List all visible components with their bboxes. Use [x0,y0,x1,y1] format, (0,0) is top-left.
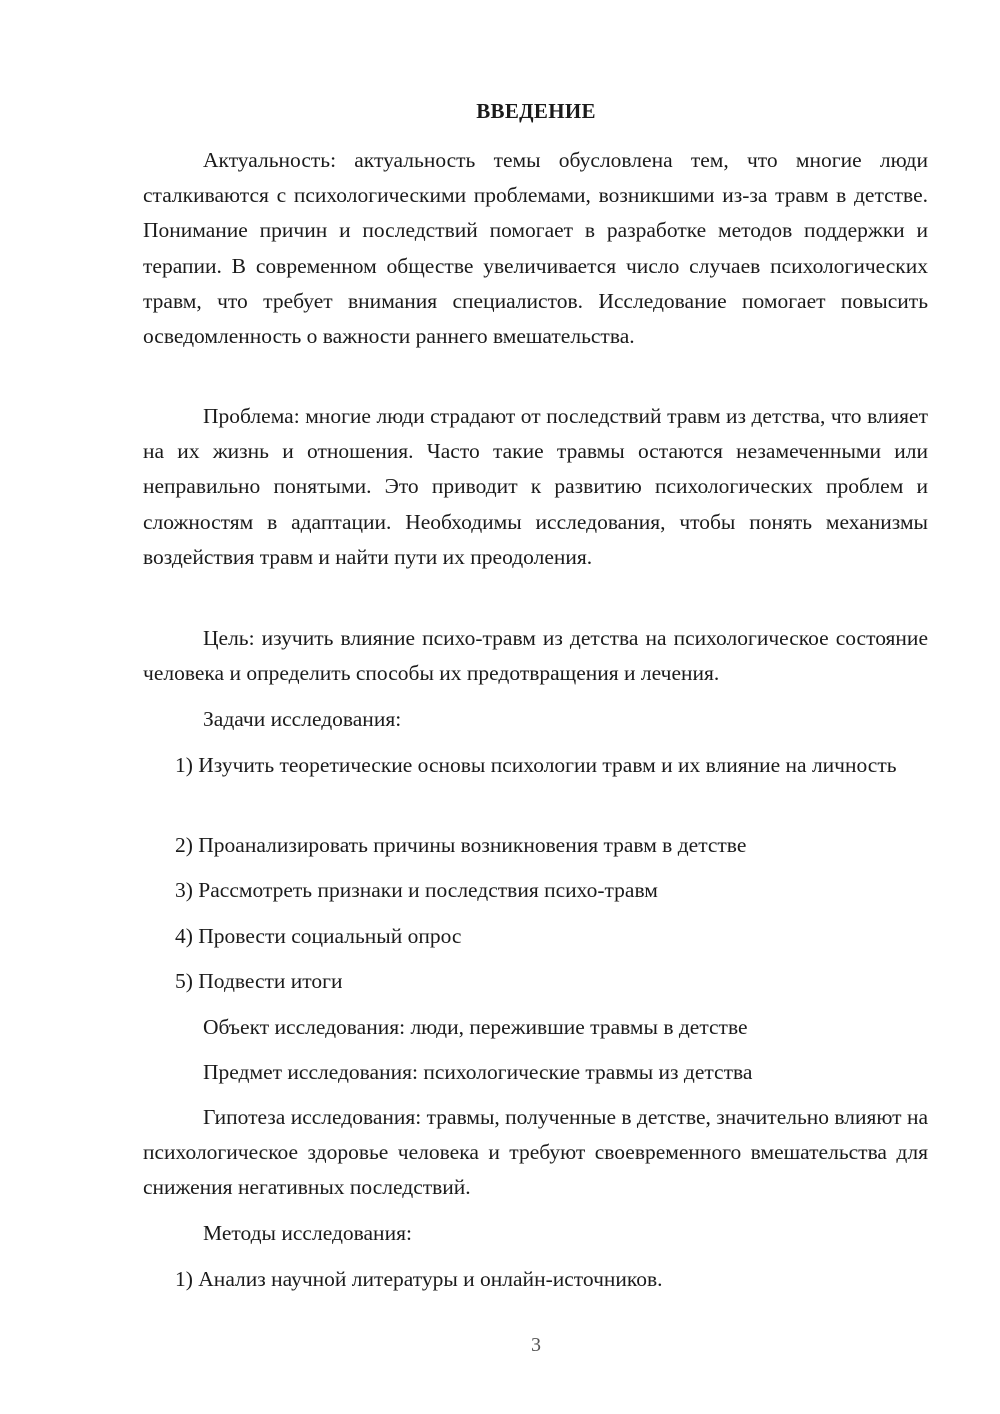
task-item-1: 1) Изучить теоретические основы психологии травм и их влияние на личность [175,753,897,777]
task-item-5: 5) Подвести итоги [175,969,343,993]
problem-paragraph: Проблема: многие люди страдают от последствий травм из детства, что влияет на их жизнь и отношения. Часто такие травмы остаются незамеченными или неправильно понятыми. Это приводит к развитию психологических проблем и сложностям в адаптации. Необходимы исследования, чтобы понять механизмы воздействия травм и найти пути их преодоления. [143,404,928,569]
goal-paragraph: Цель: изучить влияние психо-травм из детства на психологическое состояние человека и определить способы их предотвращения и лечения. [143,626,928,686]
method-item-1: 1) Анализ научной литературы и онлайн-источников. [175,1267,663,1291]
relevance-paragraph: Актуальность: актуальность темы обусловлена тем, что многие люди сталкиваются с психологическими проблемами, возникшими из-за травм в детстве. Понимание причин и последствий помогает в разработке методов поддержки и терапии. В современном обществе увеличивается число случаев психологических травм, что требует внимания специалистов. Исследование помогает повысить осведомленность о важности раннего вмешательства. [143,148,928,349]
methods-heading: Методы исследования: [203,1221,412,1245]
task-item-4: 4) Провести социальный опрос [175,924,462,948]
subject-paragraph: Предмет исследования: психологические травмы из детства [203,1060,753,1084]
task-item-2: 2) Проанализировать причины возникновения травм в детстве [175,833,747,857]
page-number: 3 [531,1334,541,1356]
tasks-heading: Задачи исследования: [203,707,402,731]
task-item-3: 3) Рассмотреть признаки и последствия психо-травм [175,878,658,902]
page-title: ВВЕДЕНИЕ [476,99,596,123]
object-paragraph: Объект исследования: люди, пережившие травмы в детстве [203,1015,748,1039]
hypothesis-paragraph: Гипотеза исследования: травмы, полученные в детстве, значительно влияют на психологическое здоровье человека и требуют своевременного вмешательства для снижения негативных последствий. [143,1105,928,1200]
